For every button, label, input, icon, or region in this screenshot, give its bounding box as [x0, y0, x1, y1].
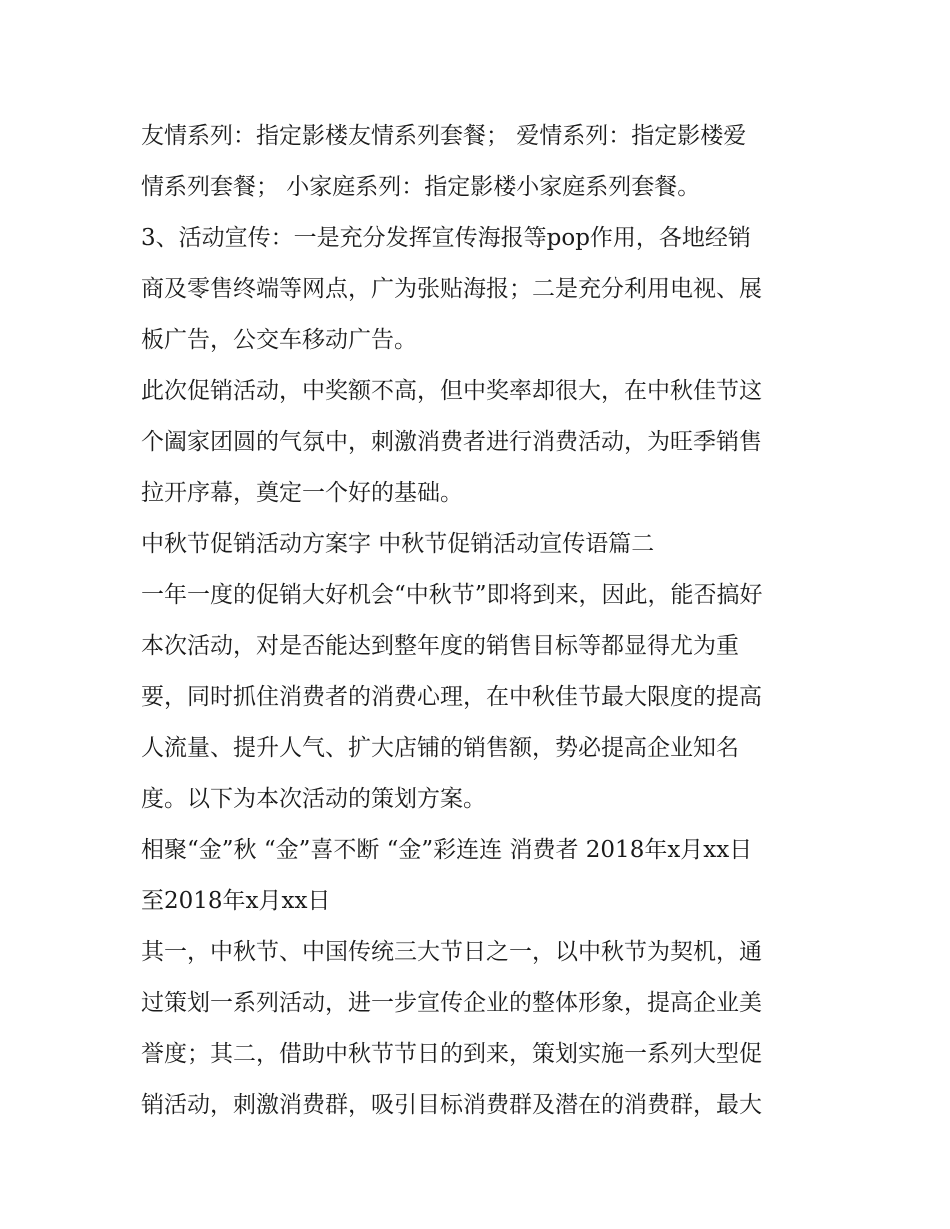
text-line: 至2018年x月xx日 [141, 888, 331, 914]
text-line: 销活动，刺激消费群，吸引目标消费群及潜在的消费群，最大 [141, 1092, 762, 1118]
text-line: 相聚“金”秋 “金”喜不断 “金”彩连连 消费者 2018年x月xx日 [141, 837, 753, 863]
text-line: 情系列套餐； 小家庭系列：指定影楼小家庭系列套餐。 [141, 174, 701, 200]
text-line: 板广告，公交车移动广告。 [141, 327, 417, 353]
section-heading: 中秋节促销活动方案字 中秋节促销活动宣传语篇二 [141, 531, 655, 557]
text-line: 其一，中秋节、中国传统三大节日之一，以中秋节为契机，通 [141, 939, 762, 965]
text-line: 友情系列：指定影楼友情系列套餐； 爱情系列：指定影楼爱 [141, 123, 747, 149]
text-line: 誉度；其二，借助中秋节节日的到来，策划实施一系列大型促 [141, 1041, 762, 1067]
text-line: 商及零售终端等网点，广为张贴海报；二是充分利用电视、展 [141, 276, 762, 302]
text-line: 一年一度的促销大好机会“中秋节”即将到来，因此，能否搞好 [141, 582, 763, 608]
text-line: 过策划一系列活动，进一步宣传企业的整体形象，提高企业美 [141, 990, 762, 1016]
document-body [141, 111, 816, 1131]
text-line: 个阖家团圆的气氛中，刺激消费者进行消费活动，为旺季销售 [141, 429, 762, 455]
text-line: 此次促销活动，中奖额不高，但中奖率却很大，在中秋佳节这 [141, 378, 762, 404]
text-line: 本次活动，对是否能达到整年度的销售目标等都显得尤为重 [141, 633, 739, 659]
text-line: 3、活动宣传：一是充分发挥宣传海报等pop作用，各地经销 [141, 225, 751, 251]
text-line: 要，同时抓住消费者的消费心理，在中秋佳节最大限度的提高 [141, 684, 762, 710]
text-line: 人流量、提升人气、扩大店铺的销售额，势必提高企业知名 [141, 735, 739, 761]
text-line: 拉开序幕，奠定一个好的基础。 [141, 480, 463, 506]
text-line: 度。以下为本次活动的策划方案。 [141, 786, 486, 812]
